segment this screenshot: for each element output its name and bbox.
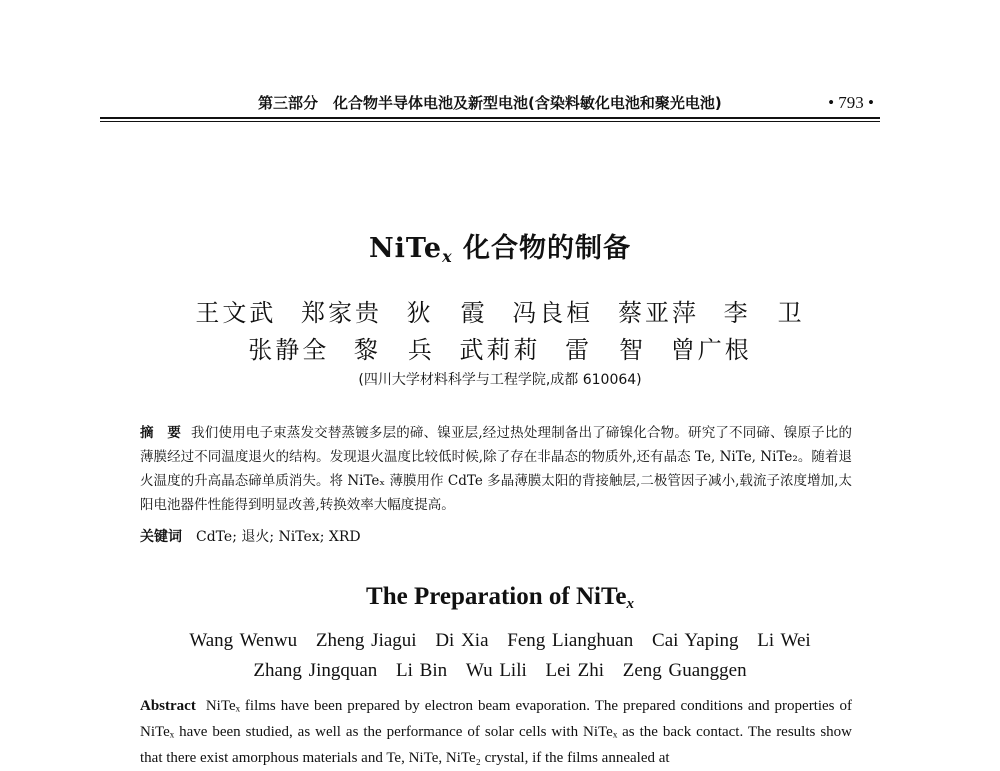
- header-rule-thin: [100, 121, 880, 122]
- abstract-en-text: NiTeₓ films have been prepared by electron beam evaporation. The prepared conditions and properties of NiTeₓ have been studied, as well as the performance of solar cells with NiTeₓ as the back contact. The results show that there exist amorphous materials and Te, NiTe, NiTe₂ crystal, if the films annealed at: [140, 698, 852, 766]
- author-cn: 蔡亚萍: [617, 299, 699, 327]
- title-en-main: The Preparation of NiTe: [366, 583, 627, 610]
- paper-title-en: [0, 583, 1000, 613]
- keywords-cn: [140, 526, 852, 546]
- author-cn: 黎 兵: [353, 336, 435, 364]
- author-cn: 冯良桓: [512, 299, 594, 327]
- author-en: Li Wei: [757, 630, 811, 651]
- author-cn: 王文武: [195, 299, 277, 327]
- author-en: Lei Zhi: [545, 660, 604, 681]
- author-en: Zheng Jiagui: [315, 630, 417, 651]
- keywords-cn-label: 关键词: [140, 529, 182, 545]
- title-cn-subscript: x: [442, 247, 453, 266]
- author-en: Zhang Jingquan: [253, 660, 378, 681]
- section-title: 第三部分 化合物半导体电池及新型电池(含染料敏化电池和聚光电池): [258, 94, 722, 112]
- author-cn: 曾广根: [670, 336, 752, 364]
- author-en: Feng Lianghuan: [507, 630, 634, 651]
- author-en: Wang Wenwu: [189, 630, 298, 651]
- authors-cn-line1: [0, 293, 1000, 328]
- abstract-cn-label: 摘 要: [140, 425, 182, 441]
- page-number: • 793 •: [828, 93, 874, 112]
- author-cn: 张静全: [248, 336, 330, 364]
- abstract-en: [140, 693, 852, 771]
- abstract-cn: [140, 421, 852, 517]
- author-cn: 狄 霞: [406, 299, 488, 327]
- abstract-en-label: Abstract: [140, 698, 196, 714]
- author-cn: 武莉莉: [459, 336, 541, 364]
- header-rule-thick: [100, 117, 880, 119]
- author-en: Di Xia: [435, 630, 489, 651]
- title-cn-suffix: 化合物的制备: [452, 233, 632, 264]
- authors-cn-line2: [0, 330, 1000, 365]
- abstract-cn-text: 我们使用电子束蒸发交替蒸镀多层的碲、镍亚层,经过热处理制备出了碲镍化合物。研究了不同碲、镍原子比的薄膜经过不同温度退火的结构。发现退火温度比较低时候,除了存在非晶态的物质外,还有晶态 Te, NiTe, NiTe₂。随着退火温度的升高晶态碲单质消失。将 NiTeₓ 薄膜用作 CdTe 多晶薄膜太阳的背接触层,二极管因子减小,载流子浓度增加,太阳电池器件性能得到明显改善,转换效率大幅度提高。: [140, 425, 852, 513]
- keywords-cn-text: CdTe; 退火; NiTex; XRD: [196, 529, 361, 545]
- author-cn: 雷 智: [565, 336, 647, 364]
- authors-en-line2: [0, 660, 1000, 682]
- author-en: Li Bin: [396, 660, 448, 681]
- authors-en-line1: [0, 630, 1000, 652]
- affiliation-cn: (四川大学材料科学与工程学院,成都 610064): [358, 372, 642, 388]
- author-cn: 郑家贵: [301, 299, 383, 327]
- title-cn-main: NiTe: [368, 233, 443, 264]
- title-en-subscript: x: [626, 596, 634, 612]
- author-cn: 李 卫: [723, 299, 805, 327]
- paper-title-cn: [0, 226, 1000, 266]
- author-en: Zeng Guanggen: [622, 660, 747, 681]
- author-en: Cai Yaping: [652, 630, 739, 651]
- author-en: Wu Lili: [465, 660, 527, 681]
- running-header: [100, 92, 880, 113]
